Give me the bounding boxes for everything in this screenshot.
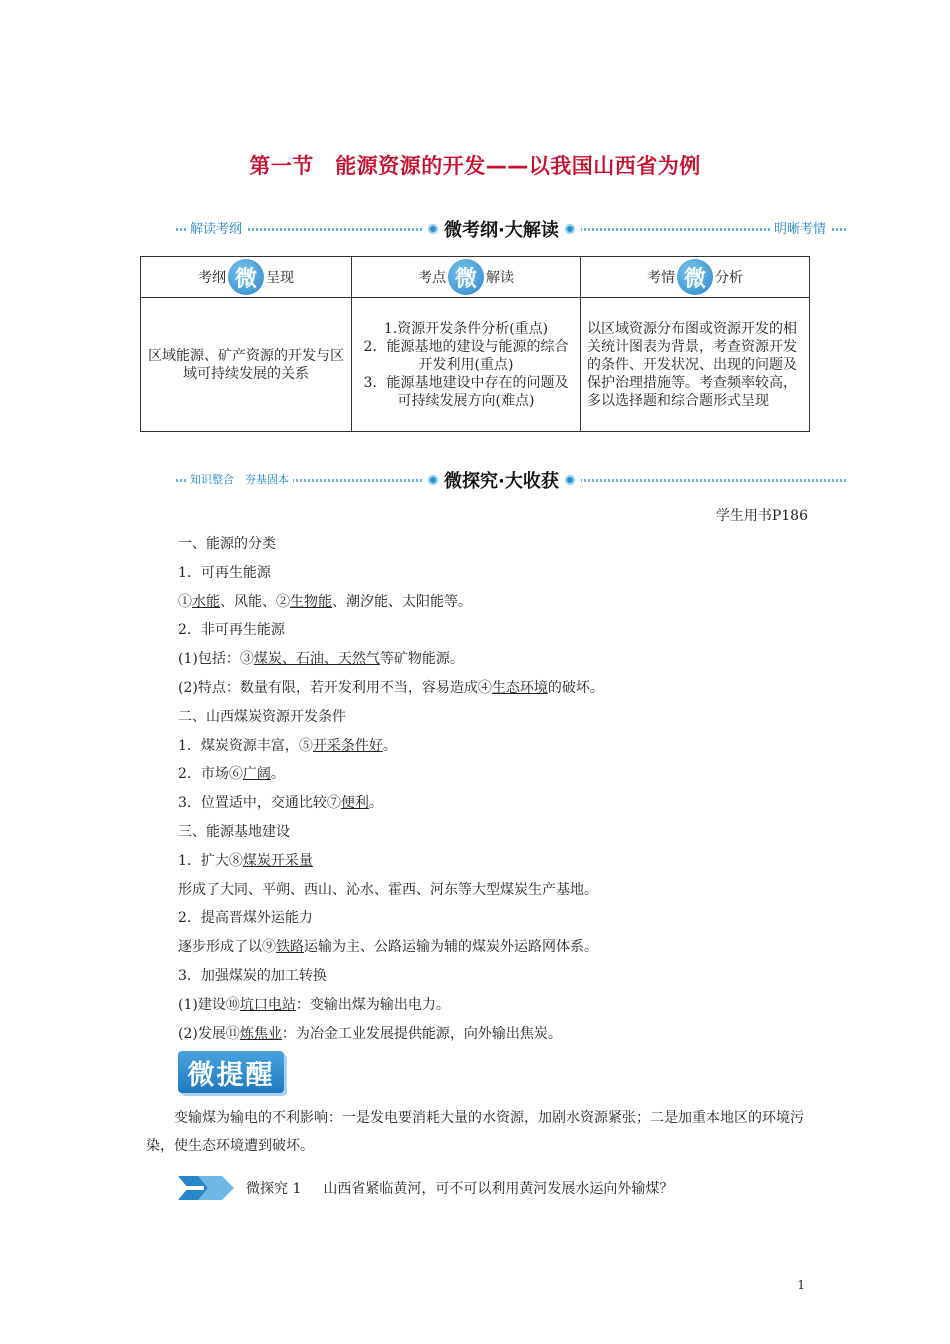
- keypoint-cell: [352, 298, 581, 432]
- list-item: 2．提高晋煤外运能力: [178, 910, 313, 927]
- keypoint-item: 3．能源基地建设中存在的问题及可持续发展方向(难点): [363, 374, 569, 409]
- list-item: 3．加强煤炭的加工转换: [178, 967, 327, 984]
- header-text: 呈现: [266, 270, 294, 286]
- banner-center: [422, 212, 581, 246]
- tip-badge: 微提醒: [178, 1051, 284, 1093]
- section-heading: 三、能源基地建设: [178, 823, 290, 840]
- outline-cell: 区域能源、矿产资源的开发与区域可持续发展的关系: [141, 298, 352, 432]
- exam-outline-table: [140, 256, 810, 432]
- list-item: 3．位置适中，交通比较⑦便利。: [178, 795, 383, 812]
- wei-badge-icon: 微: [448, 259, 484, 295]
- wei-badge-icon: 微: [677, 259, 713, 295]
- list-item: (1)包括：③煤炭、石油、天然气等矿物能源。: [178, 651, 464, 668]
- list-item: 逐步形成了以⑨铁路运输为主、公路运输为辅的煤炭外运路网体系。: [178, 939, 598, 956]
- double-arrow-icon: [176, 1172, 238, 1204]
- answer-blank: 炼焦业: [239, 1025, 282, 1042]
- answer-blank: 开采条件好: [312, 737, 383, 754]
- banner-center-label: 微考纲·大解读: [444, 220, 559, 241]
- bullet-dot-icon: [428, 224, 438, 234]
- list-item: 1．煤炭资源丰富，⑤开采条件好。: [178, 737, 397, 754]
- header-text: 分析: [715, 270, 743, 286]
- list-item: (2)发展⑪炼焦业：为冶金工业发展提供能源，向外输出焦炭。: [178, 1025, 562, 1042]
- header-text: 考情: [647, 270, 675, 286]
- list-item: 2．非可再生能源: [178, 622, 285, 639]
- table-row: [141, 298, 810, 432]
- answer-blank: 生态环境: [491, 679, 548, 696]
- knowledge-banner: [176, 465, 848, 495]
- exam-outline-banner: [176, 214, 848, 244]
- header-text: 解读: [486, 270, 514, 286]
- list-item: (1)建设⑩坑口电站：变输出煤为输出电力。: [178, 996, 450, 1013]
- answer-blank: 生物能: [290, 593, 332, 610]
- answer-blank: 坑口电站: [239, 996, 296, 1013]
- answer-blank: 煤炭开采量: [242, 852, 313, 869]
- list-item: 2．市场⑥广阔。: [178, 766, 285, 783]
- header-text: 考纲: [198, 270, 226, 286]
- page-number: 1: [797, 1278, 805, 1292]
- keypoint-item: 2．能源基地的建设与能源的综合开发利用(重点): [363, 338, 569, 373]
- page-title: 第一节 能源资源的开发——以我国山西省为例: [249, 154, 701, 178]
- keypoint-item: 1.资源开发条件分析(重点): [383, 320, 549, 337]
- answer-blank: 铁路: [276, 939, 304, 956]
- list-item: ①水能、风能、②生物能、潮汐能、太阳能等。: [178, 593, 472, 610]
- tip-text: 变输煤为输电的不利影响：一是发电要消耗大量的水资源，加剧水资源紧张；二是加重本地区的环境污染，使生态环境遭到破坏。: [146, 1110, 804, 1154]
- main-content: [146, 530, 810, 1048]
- answer-blank: 水能: [192, 593, 220, 610]
- list-item: 1．可再生能源: [178, 564, 271, 581]
- list-item: 形成了大同、平朔、西山、沁水、霍西、河东等大型煤炭生产基地。: [178, 881, 598, 898]
- list-item: (2)特点：数量有限，若开发利用不当，容易造成④生态环境的破坏。: [178, 679, 604, 696]
- section-heading: 二、山西煤炭资源开发条件: [178, 708, 346, 725]
- banner-left-label: 知识整合 夯基固本: [186, 471, 293, 487]
- banner-center: [422, 463, 581, 497]
- banner-center-label: 微探究·大收获: [444, 471, 559, 492]
- banner-left-label: 解读考纲: [186, 218, 246, 237]
- student-book-reference: 学生用书P186: [715, 508, 808, 524]
- table-header-cell: [581, 257, 810, 298]
- list-item: 1．扩大⑧煤炭开采量: [178, 852, 313, 869]
- answer-blank: 煤炭、石油、天然气: [253, 651, 380, 668]
- answer-blank: 广阔: [242, 766, 271, 783]
- table-header-row: [141, 257, 810, 298]
- banner-right-label: 明晰考情: [770, 218, 830, 237]
- table-header-cell: [141, 257, 352, 298]
- wei-badge-icon: 微: [228, 259, 264, 295]
- explore-question-text: 山西省紧临黄河，可不可以利用黄河发展水运向外输煤？: [323, 1181, 674, 1197]
- bullet-dot-icon: [565, 475, 575, 485]
- bullet-dot-icon: [428, 475, 438, 485]
- explore-label: 微探究 1: [246, 1181, 302, 1197]
- answer-blank: 便利: [340, 795, 369, 812]
- table-header-cell: [352, 257, 581, 298]
- analysis-cell: 以区域资源分布图或资源开发的相关统计图表为背景，考查资源开发的条件、开发状况、出现的问题及保护治理措施等。考查频率较高，多以选择题和综合题形式呈现: [581, 298, 810, 432]
- header-text: 考点: [418, 270, 446, 286]
- bullet-dot-icon: [565, 224, 575, 234]
- section-heading: 一、能源的分类: [178, 536, 276, 552]
- explore-question: [176, 1170, 673, 1206]
